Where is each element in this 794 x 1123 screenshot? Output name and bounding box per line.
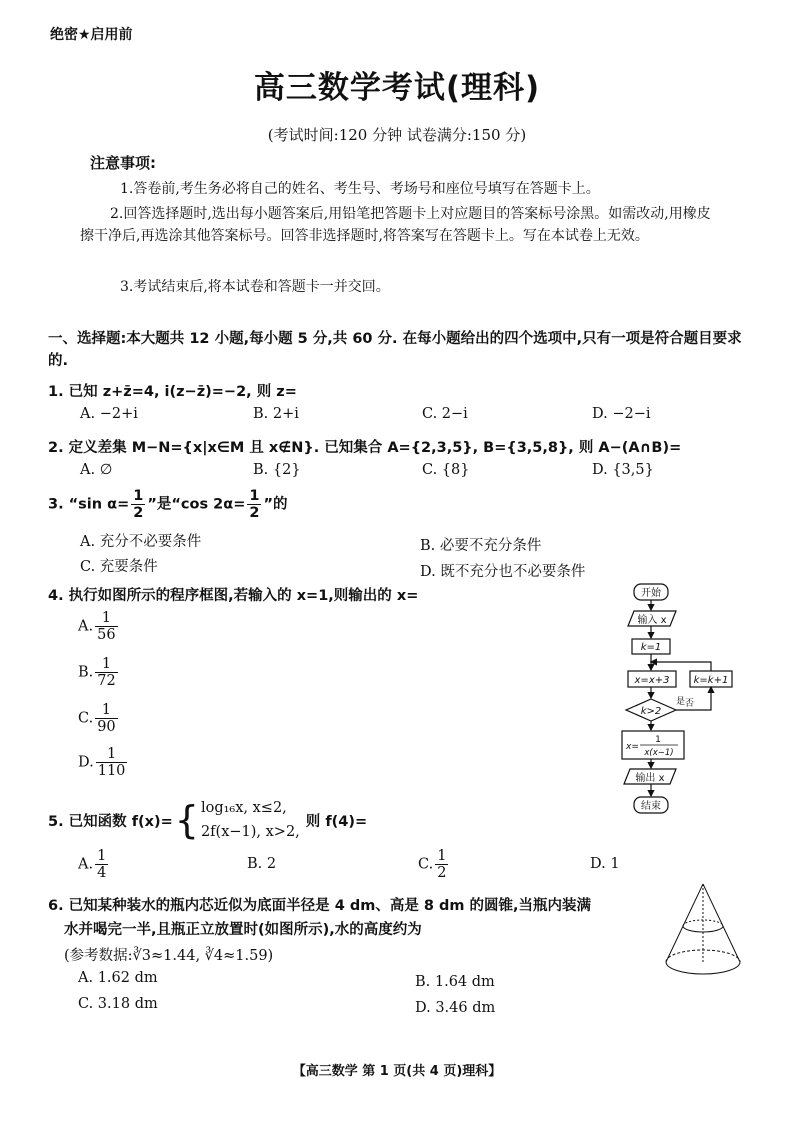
question-6-stem-line-1: 6. 已知某种装水的瓶内芯近似为底面半径是 4 dm、高是 8 dm 的圆锥,当瓶内装满 [48, 898, 592, 914]
q1-option-b: B. 2+i [253, 406, 299, 422]
q1-option-a: A. −2+i [80, 406, 138, 422]
q3-option-c: C. 充要条件 [80, 559, 158, 575]
flow-assign-prefix: x= [626, 742, 639, 752]
fraction-denominator: 72 [97, 673, 116, 689]
q6-option-b: B. 1.64 dm [415, 974, 495, 990]
question-5-stem [48, 796, 367, 844]
option-label: C. [418, 856, 434, 873]
secret-label: 绝密★启用前 [50, 27, 133, 43]
q3-stem-post: ”的 [263, 496, 288, 513]
brace-symbol: { [174, 798, 199, 842]
flow-end-text: 结束 [641, 801, 661, 812]
exam-subtitle: (考试时间:120 分钟 试卷满分:150 分) [267, 126, 527, 144]
fraction-denominator: 56 [97, 627, 116, 643]
q3-fraction-2 [247, 488, 261, 521]
q3-stem-mid: ”是“cos 2α= [147, 496, 246, 513]
program-flowchart [612, 582, 742, 820]
flow-yes-label: 是 [676, 697, 686, 707]
q2-option-a: A. ∅ [80, 462, 113, 478]
flow-input-text: 输入 x [637, 615, 667, 626]
fraction-denominator: 110 [97, 763, 126, 779]
q5-option-d: D. 1 [590, 856, 620, 872]
fraction-denominator: 2 [437, 865, 447, 881]
q3-option-d: D. 既不充分也不必要条件 [420, 564, 586, 580]
fraction-numerator: 1 [437, 848, 447, 864]
q4-option-d [78, 746, 129, 779]
question-6-stem-line-2: 水并喝完一半,且瓶正立放置时(如图所示),水的高度约为 [64, 922, 422, 938]
question-3-stem [48, 488, 287, 521]
flow-init-text: k=1 [640, 642, 662, 653]
fraction-numerator: 1 [133, 488, 144, 504]
question-1-stem: 1. 已知 z+z̄=4, i(z−z̄)=−2, 则 z= [48, 384, 297, 400]
exam-title: 高三数学考试(理科) [253, 70, 541, 106]
q5-case-1: log₁₆x, x≤2, [200, 800, 287, 816]
fraction-numerator: 1 [95, 702, 117, 719]
option-label: C. [78, 710, 94, 727]
q6-option-c: C. 3.18 dm [78, 996, 158, 1012]
q5-stem-post: 则 f(4)= [305, 813, 368, 830]
flow-assign-den: x(x−1) [644, 748, 674, 758]
question-4-stem: 4. 执行如图所示的程序框图,若输入的 x=1,则输出的 x= [48, 588, 419, 604]
question-6-reference: (参考数据:∛3≈1.44, ∛4≈1.59) [64, 948, 274, 964]
fraction-numerator: 1 [249, 488, 260, 504]
flow-update-x-text: x=x+3 [634, 675, 670, 686]
flow-start-text: 开始 [641, 588, 661, 599]
q5-option-b: B. 2 [247, 856, 277, 872]
q4-option-a [78, 610, 120, 643]
q3-option-b: B. 必要不充分条件 [420, 538, 542, 554]
q5-option-a [78, 848, 110, 881]
q2-option-d: D. {3,5} [592, 462, 654, 478]
q4-option-b [78, 656, 120, 689]
flow-condition-text: k>2 [640, 706, 662, 717]
fraction-numerator: 1 [95, 610, 117, 627]
flow-output-text: 输出 x [635, 773, 665, 784]
flow-no-label: 否 [685, 699, 695, 709]
q5-option-c [418, 848, 450, 881]
flow-assign-num: 1 [655, 735, 661, 745]
q6-option-a: A. 1.62 dm [78, 970, 158, 986]
option-label: D. [78, 754, 94, 771]
cone-figure [660, 880, 746, 980]
q6-option-d: D. 3.46 dm [415, 1000, 496, 1016]
q5-case-2: 2f(x−1), x>2, [200, 824, 300, 840]
fraction-denominator: 2 [133, 505, 144, 521]
flow-update-k-text: k=k+1 [693, 675, 729, 686]
notice-item: 2.回答选择题时,选出每小题答案后,用铅笔把答题卡上对应题目的答案标号涂黑。如需改动,用橡皮擦干净后,再选涂其他答案标号。回答非选择题时,将答案写在答题卡上。写在本试卷上无效。 [80, 206, 711, 244]
notice-item: 3.考试结束后,将本试卷和答题卡一并交回。 [120, 279, 390, 295]
section-heading: 一、选择题:本大题共 12 小题,每小题 5 分,共 60 分. 在每小题给出的四个选项中,只有一项是符合题目要求的. [48, 331, 742, 369]
q2-option-c: C. {8} [422, 462, 470, 478]
question-2-stem: 2. 定义差集 M−N={x|x∈M 且 x∉N}. 已知集合 A={2,3,5}, B={3,5,8}, 则 A−(A∩B)= [48, 440, 682, 456]
q2-option-b: B. {2} [253, 462, 301, 478]
fraction-numerator: 1 [96, 746, 128, 763]
q1-option-d: D. −2−i [592, 406, 651, 422]
notice-heading: 注意事项: [90, 154, 156, 172]
fraction-denominator: 4 [97, 865, 107, 881]
option-label: A. [78, 856, 94, 873]
fraction-numerator: 1 [95, 656, 117, 673]
fraction-denominator: 90 [97, 719, 116, 735]
q3-fraction-1 [131, 488, 145, 521]
q3-option-a: A. 充分不必要条件 [80, 534, 202, 550]
option-label: A. [78, 618, 94, 635]
q3-stem-pre: 3. “sin α= [48, 496, 130, 513]
fraction-numerator: 1 [97, 848, 107, 864]
fraction-denominator: 2 [249, 505, 260, 521]
q4-option-c [78, 702, 120, 735]
page-footer: 【高三数学 第 1 页(共 4 页)理科】 [292, 1064, 502, 1079]
q1-option-c: C. 2−i [422, 406, 468, 422]
option-label: B. [78, 664, 94, 681]
q5-stem-pre: 5. 已知函数 f(x)= [48, 813, 173, 830]
notice-item: 1.答卷前,考生务必将自己的姓名、考生号、考场号和座位号填写在答题卡上。 [120, 181, 600, 197]
